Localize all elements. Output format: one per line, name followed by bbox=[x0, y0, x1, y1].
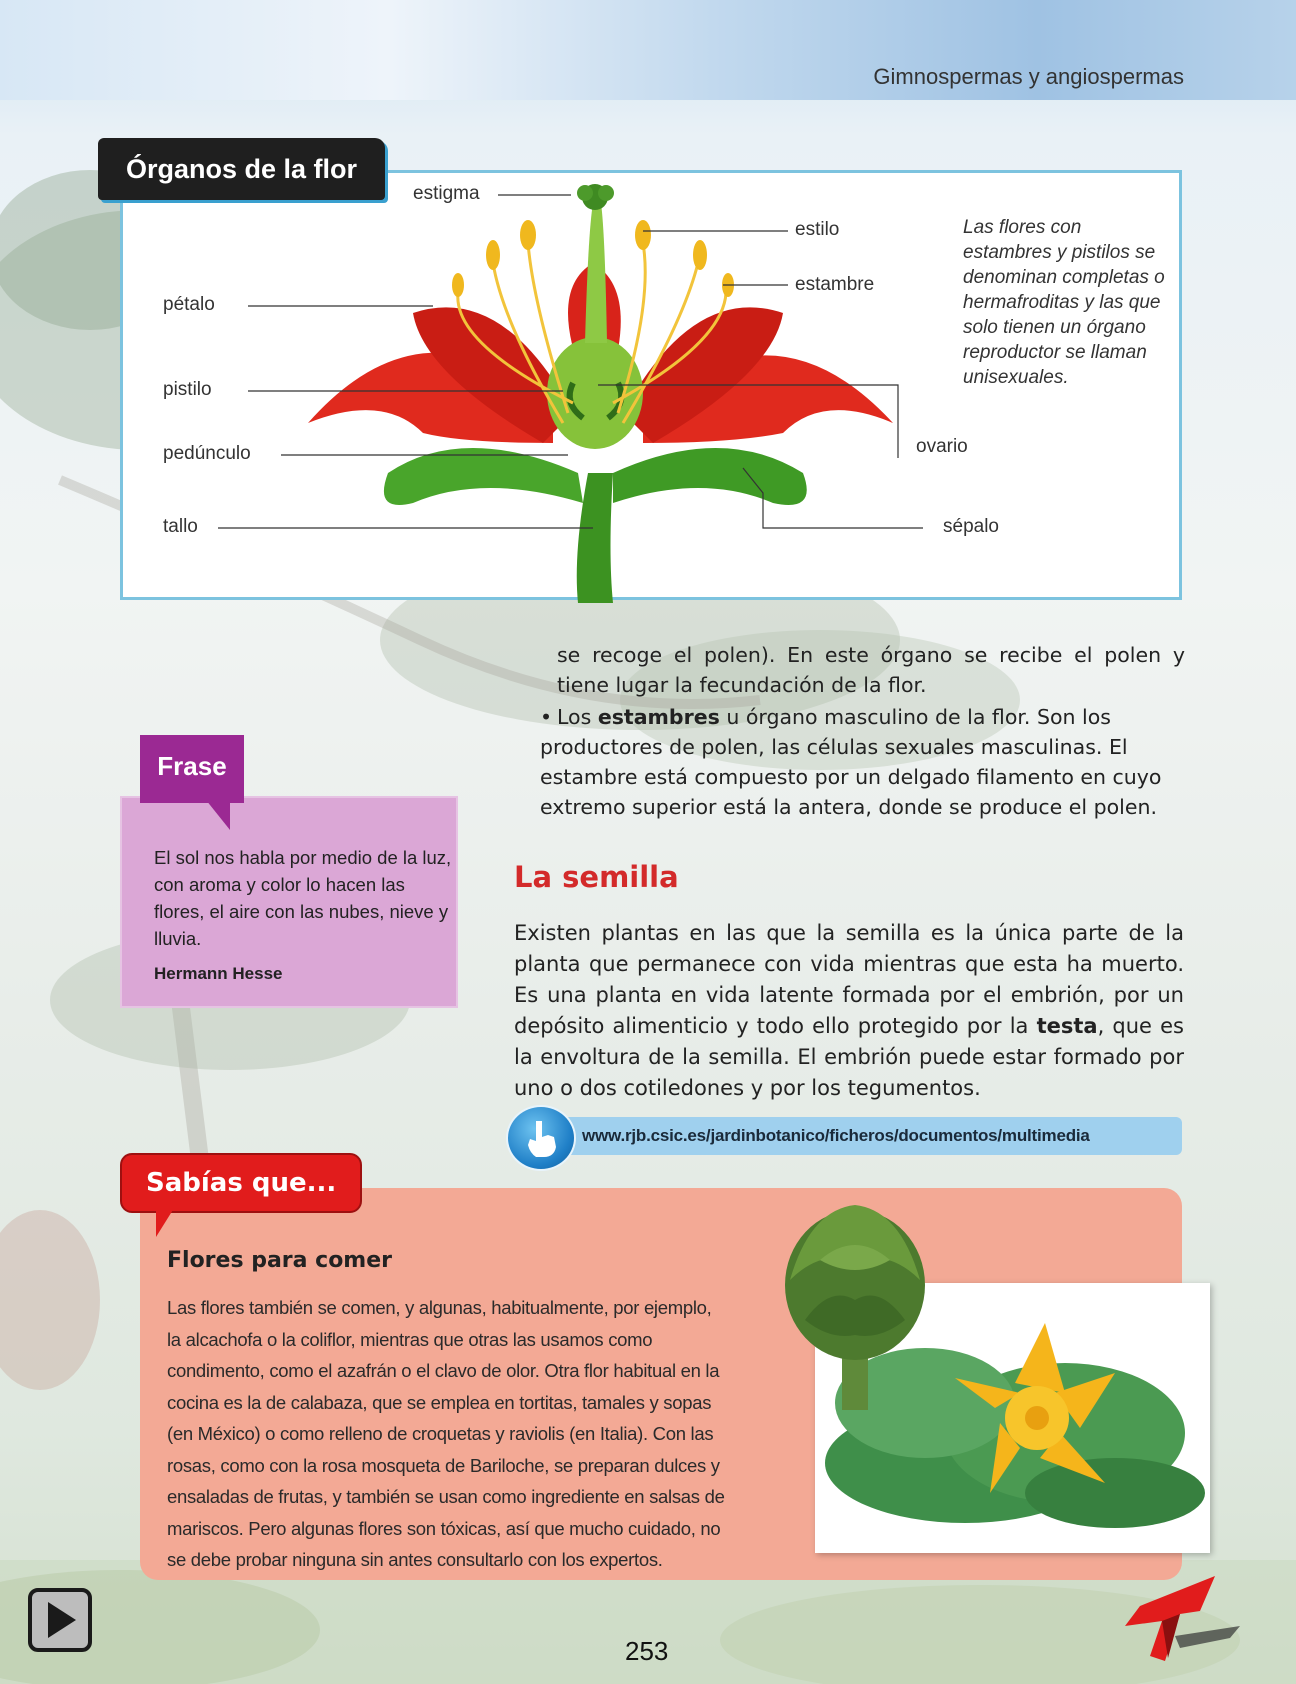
label-sepalo: sépalo bbox=[943, 516, 999, 537]
bullet-lead: Los bbox=[557, 705, 598, 729]
frase-tab: Frase bbox=[140, 735, 244, 803]
did-you-know-tab: Sabías que... bbox=[120, 1153, 362, 1213]
did-you-know-text: Las flores también se comen, y algunas, habitualmente, por ejemplo, la alcachofa o la coliflor, mientras que otras las usamos como condimento, como el azafrán o el clavo de olor. Otra flor habitual en la cocina es la de calabaza, que se emplea en tortitas, tamales y sopas (en México) o como relleno de croquetas y raviolis (en Italia). Con las rosas, como con la rosa mosqueta de Bariloche, se preparan dulces y ensaladas de frutas, y también se usan como ingrediente en salsas de mariscos. Pero algunas flores son tóxicas, así que mucho cuidado, no se debe probar ninguna sin antes consultarlo con los expertos. bbox=[167, 1297, 725, 1570]
label-estigma: estigma bbox=[413, 183, 480, 204]
web-link-url[interactable]: www.rjb.csic.es/jardinbotanico/ficheros/documentos/multimedia bbox=[582, 1126, 1090, 1145]
semilla-text-before: Existen plantas en las que la semilla es la única parte de la planta que permanece con vida mientras que esta ha muerto. Es una planta en vida latente formada por el embrión, por un depósito alimenticio y todo ello protegido por la bbox=[514, 921, 1184, 1038]
artichoke-photo bbox=[770, 1190, 940, 1410]
header-band bbox=[0, 0, 1296, 100]
play-button[interactable] bbox=[28, 1588, 92, 1652]
page-number: 253 bbox=[625, 1636, 669, 1666]
bullet-rest: u órgano masculino de la flor. Son los productores de polen, las células sexuales masculinas. El estambre está compuesto por un delgado filamento en cuyo extremo superior está la antera, donde se produce el polen. bbox=[540, 705, 1162, 819]
label-estilo: estilo bbox=[795, 219, 840, 240]
semilla-text-after: , que es la envoltura de la semilla. El embrión puede estar formado por uno o dos cotiledones y por los tegumentos. bbox=[514, 1014, 1184, 1100]
publisher-logo-icon bbox=[1120, 1566, 1245, 1666]
continued-paragraph: se recoge el polen). En este órgano se recibe el polen y tiene lugar la fecundación de la flor. bbox=[557, 643, 1185, 697]
did-you-know-tab-tail bbox=[156, 1205, 176, 1237]
bullet-dot: • bbox=[540, 705, 553, 729]
semilla-paragraph bbox=[514, 918, 1184, 1104]
label-pistilo: pistilo bbox=[163, 379, 212, 400]
did-you-know-heading: Flores para comer bbox=[167, 1248, 393, 1273]
label-ovario: ovario bbox=[916, 436, 968, 457]
label-pedunculo: pedúnculo bbox=[163, 443, 251, 464]
chapter-title: Gimnospermas y angiospermas bbox=[873, 64, 1184, 89]
bullet-bold-term: estambres bbox=[597, 705, 720, 729]
flower-organs-diagram bbox=[120, 170, 1182, 600]
hand-pointer-icon[interactable] bbox=[506, 1105, 576, 1171]
label-tallo: tallo bbox=[163, 516, 198, 537]
label-estambre: estambre bbox=[795, 274, 875, 295]
estambres-bullet bbox=[540, 702, 1185, 822]
semilla-bold-term: testa bbox=[1036, 1014, 1098, 1038]
organs-tab-title: Órganos de la flor bbox=[98, 138, 385, 200]
frase-tab-tail bbox=[206, 800, 230, 830]
quote-box bbox=[120, 796, 458, 1008]
quote-author: Hermann Hesse bbox=[154, 964, 283, 983]
section-heading-semilla: La semilla bbox=[514, 860, 679, 894]
quote-text: El sol nos habla por medio de la luz, con aroma y color lo hacen las flores, el aire con las nubes, nieve y lluvia. bbox=[154, 847, 452, 949]
play-icon bbox=[32, 1592, 88, 1648]
flower-side-note: Las flores con estambres y pistilos se denominan completas o hermafroditas y las que solo tienen un órgano reproductor se llaman unisexuales. bbox=[963, 217, 1165, 388]
label-petalo: pétalo bbox=[163, 294, 215, 315]
